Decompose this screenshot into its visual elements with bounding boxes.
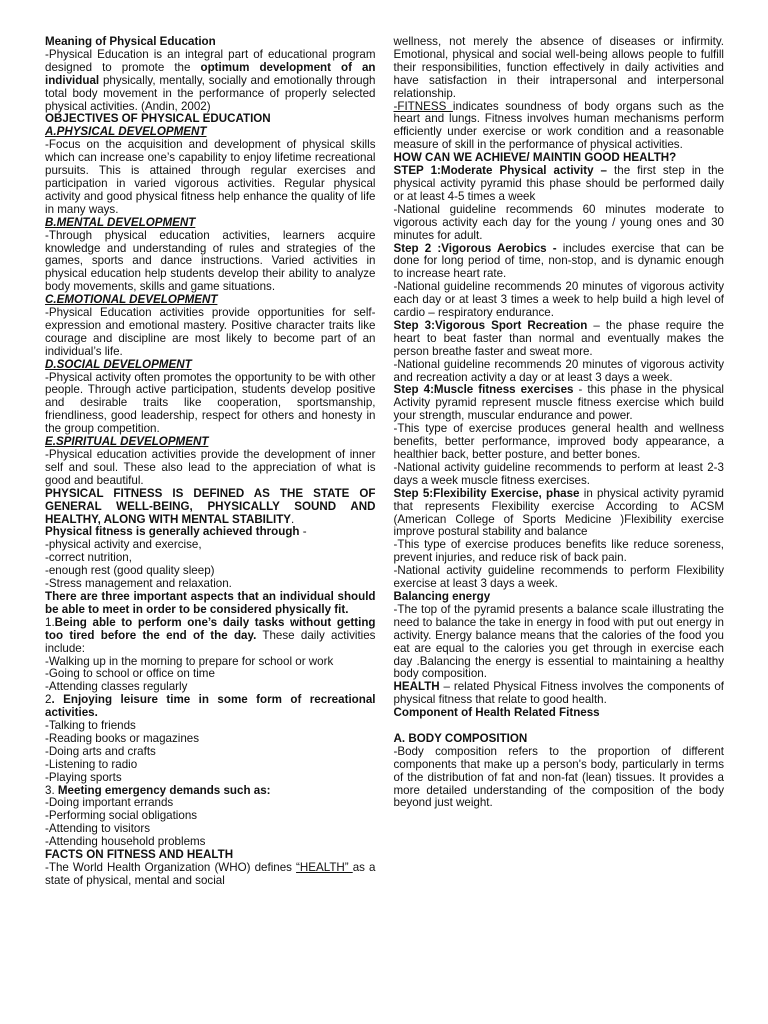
step-3-guideline: -National guideline recommends 20 minutes of vigorous activity and recreation activity a day or at least 3 days a week. bbox=[393, 357, 724, 384]
list-item: -Doing important errands bbox=[45, 796, 174, 810]
list-item: -Listening to radio bbox=[45, 757, 138, 771]
step-3: Step 3:Vigorous Sport Recreation – the phase require the heart to beat faster than normal and eventually makes the person breathe faster and sweat more. bbox=[393, 318, 724, 358]
mental-development-title: B.MENTAL DEVELOPMENT bbox=[45, 215, 196, 229]
step-4-guideline: -National activity guideline recommends to perform at least 2-3 days a week muscle fitness exercises. bbox=[393, 460, 724, 487]
step-1-guideline: -National guideline recommends 60 minutes moderate to vigorous activity each day for the young / young ones and 30 minutes for adult. bbox=[393, 202, 724, 242]
left-column bbox=[45, 36, 376, 1024]
list-item: -Performing social obligations bbox=[45, 809, 198, 823]
step-5: Step 5:Flexibility Exercise, phase in physical activity pyramid that represents Flexibility exercise According to ACSM (American College of Sports Medicine )Flexibility exercise improve postural stability and balance bbox=[393, 486, 724, 539]
three-aspects-heading: There are three important aspects that an individual should be able to meet in order to be considered physically fit. bbox=[45, 589, 376, 616]
body-composition-text: -Body composition refers to the proportion of different components that make up a person's body, particularly in terms of the distribution of fat and non-fat (lean) tissues. It provides a more detailed understanding of the composition of the body beyond just weight. bbox=[393, 744, 724, 810]
aspect-1: 1.Being able to perform one’s daily tasks without getting too tired before the end of the day. These daily activities include: bbox=[45, 615, 376, 655]
list-item: -enough rest (good quality sleep) bbox=[45, 564, 215, 578]
list-item: -Attending to visitors bbox=[45, 822, 151, 836]
step-4: Step 4:Muscle fitness exercises - this phase in the physical Activity pyramid represent muscle fitness exercise which build your strength, muscular endurance and power. bbox=[393, 383, 724, 423]
meaning-paragraph: -Physical Education is an integral part of educational program designed to promote the optimum development of an individual physically, mentally, socially and emotionally through total body movement in the performance of properly selected physical activities. (Andin, 2002) bbox=[45, 47, 376, 113]
spacer bbox=[394, 720, 725, 733]
component-title: Component of Health Related Fitness bbox=[393, 706, 600, 720]
list-item: -Walking up in the morning to prepare for school or work bbox=[45, 654, 334, 668]
spiritual-development-title: E.SPIRITUAL DEVELOPMENT bbox=[45, 435, 209, 449]
step-5-benefits: -This type of exercise produces benefits like reduce soreness, prevent injuries, and reduce risk of back pain. bbox=[393, 538, 724, 565]
emotional-development-text: -Physical Education activities provide opportunities for self-expression and emotional mastery. Positive character traits like courage and discipline are most likely to become part of an individual’s life. bbox=[45, 306, 376, 358]
social-development-text: -Physical activity often promotes the opportunity to be with other people. Through active participation, students develop positive and desirable traits like cooperation, sportsmanship, friendliness, good leadership, respect for others and honesty in the group competition. bbox=[45, 370, 376, 436]
physical-development-title: A.PHYSICAL DEVELOPMENT bbox=[45, 125, 207, 139]
who-definition: -The World Health Organization (WHO) defines “HEALTH” as a state of physical, mental and social bbox=[45, 861, 376, 887]
objectives-title: OBJECTIVES OF PHYSICAL EDUCATION bbox=[45, 112, 271, 126]
aspect-3: 3. Meeting emergency demands such as: bbox=[45, 783, 271, 797]
list-item: -Attending classes regularly bbox=[45, 680, 188, 694]
body-composition-title: A. BODY COMPOSITION bbox=[393, 731, 528, 745]
balancing-energy-title: Balancing energy bbox=[393, 589, 491, 603]
step-2: Step 2 :Vigorous Aerobics - includes exercise that can be done for long period of time, non-stop, and is dynamic enough to increase heart rate. bbox=[393, 241, 724, 281]
step-2-guideline: -National guideline recommends 20 minutes of vigorous activity each day or at least 3 times a week to help build a high level of cardio – respiratory endurance. bbox=[393, 280, 724, 320]
how-to-achieve-title: HOW CAN WE ACHIEVE/ MAINTIN GOOD HEALTH? bbox=[393, 151, 677, 165]
spiritual-development-text: -Physical education activities provide the development of inner self and soul. These also lead to the appreciation of what is good and beautiful. bbox=[45, 448, 376, 487]
right-column bbox=[394, 36, 725, 1024]
meaning-title: Meaning of Physical Education bbox=[45, 35, 216, 48]
list-item: -Stress management and relaxation. bbox=[45, 577, 232, 591]
emotional-development-title: C.EMOTIONAL DEVELOPMENT bbox=[45, 293, 218, 307]
balancing-energy-text: -The top of the pyramid presents a balance scale illustrating the need to balance the take in energy in food with put out energy in activity. Energy balance means that the calories of the food you eat are equal to the calories you get through in exercise each day .Balancing the energy is essential to maintaining a healthy body composition. bbox=[393, 602, 724, 681]
social-development-title: D.SOCIAL DEVELOPMENT bbox=[45, 357, 192, 371]
aspect-2: 2. Enjoying leisure time in some form of recreational activities. bbox=[45, 693, 376, 720]
list-item: -correct nutrition, bbox=[45, 551, 132, 565]
health-related-fitness: HEALTH – related Physical Fitness involves the components of physical fitness that relate to good health. bbox=[393, 680, 724, 707]
list-item: -Attending household problems bbox=[45, 835, 206, 849]
facts-title: FACTS ON FITNESS AND HEALTH bbox=[45, 848, 234, 862]
list-item: -Going to school or office on time bbox=[45, 667, 215, 681]
list-item: -Playing sports bbox=[45, 770, 122, 784]
who-definition-continued: wellness, not merely the absence of diseases or infirmity. Emotional, physical and social well-being allows people to fulfill their responsibilities, function effectively in daily activities and have satisfaction in their intrapersonal and interpersonal relationship. bbox=[393, 35, 724, 100]
step-4-benefits: -This type of exercise produces general health and wellness benefits, better performance, improved body appearance, a healthier back, better posture, and better bones. bbox=[393, 422, 724, 461]
step-1: STEP 1:Moderate Physical activity – the first step in the physical activity pyramid this phase should be performed daily or at least 4-5 times a week bbox=[393, 164, 724, 203]
fitness-definition: PHYSICAL FITNESS IS DEFINED AS THE STATE OF GENERAL WELL-BEING, PHYSICALLY SOUND AND HEALTHY, ALONG WITH MENTAL STABILITY. bbox=[45, 486, 376, 526]
list-item: -physical activity and exercise, bbox=[45, 538, 202, 552]
step-5-guideline: -National activity guideline recommends to perform Flexibility exercise at least 3 days a week. bbox=[393, 564, 724, 591]
list-item: -Reading books or magazines bbox=[45, 731, 200, 745]
mental-development-text: -Through physical education activities, learners acquire knowledge and understanding of rules and strategies of the games, sports and dance instructions. Varied activities in physical education help students develop their ability to analyze body movements, skills and game situations. bbox=[45, 228, 376, 294]
list-item: -Talking to friends bbox=[45, 719, 136, 733]
achieved-through-title: Physical fitness is generally achieved through - bbox=[45, 525, 307, 539]
fitness-definition-paragraph: -FITNESS indicates soundness of body organs such as the heart and lungs. Fitness involves human mechanisms perform efficiently under exercise or work condition and a reasonable measure of skill in the performance of physical activities. bbox=[393, 99, 724, 152]
physical-development-text: -Focus on the acquisition and development of physical skills which can increase one’s capability to enjoy lifetime recreational pursuits. This is attained through regular exercises and participation in varied vigorous activities. Regular physical activity and good physical fitness help enhance the quality of life in many ways. bbox=[45, 138, 376, 216]
list-item: -Doing arts and crafts bbox=[45, 744, 156, 758]
meaning-bold-phrase: optimum development of an individual bbox=[45, 60, 376, 87]
